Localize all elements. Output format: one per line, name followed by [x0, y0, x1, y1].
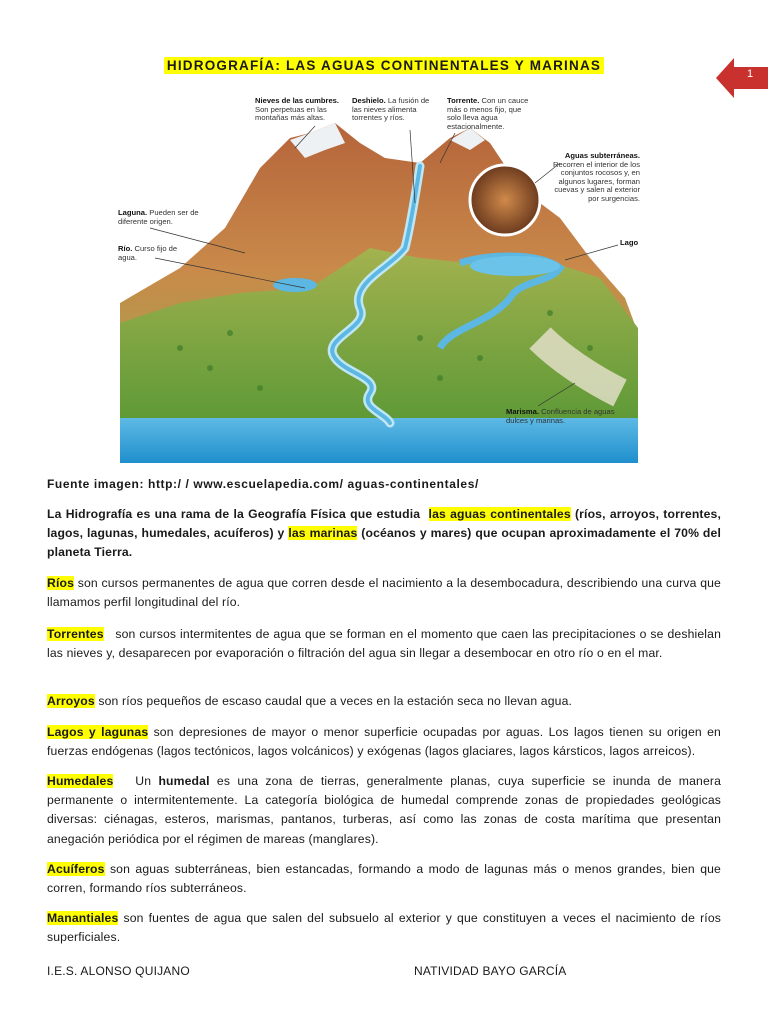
footer-author: NATIVIDAD BAYO GARCÍA: [414, 964, 567, 978]
image-source: Fuente imagen: http:/ / www.escuelapedia.com/ aguas-continentales/: [47, 477, 479, 491]
page-number: 1: [746, 68, 754, 80]
label-laguna: Laguna. Pueden ser de diferente origen.: [118, 208, 199, 226]
hydrography-illustration: [120, 88, 638, 463]
term-manantiales: Manantiales: [47, 911, 119, 925]
term-rios: Ríos: [47, 576, 75, 590]
label-aguas-subterraneas: Aguas subterráneas. Recorren el interior de los conjuntos rocosos y, en algunos lugares, forman cuevas y salen al exterior por surgencias.: [553, 151, 640, 203]
highlight-marinas: las marinas: [288, 526, 358, 541]
definition-manantiales: Manantiales son fuentes de agua que salen del subsuelo al exterior y que constituyen a veces el nacimiento de ríos superficiales.: [47, 911, 721, 945]
term-lagos: Lagos y lagunas: [47, 725, 149, 739]
intro-paragraph: La Hidrografía es una rama de la Geografía Física que estudia las aguas continentales (ríos, arroyos, torrentes, lagos, lagunas, humedales, acuíferos) y las marinas (océanos y mares) que ocupan aproximadamente el 70% del planeta Tierra.: [47, 507, 722, 560]
label-lago: Lago: [620, 238, 639, 247]
label-marisma: Marisma. Confluencia de aguas dulces y marinas.: [506, 407, 615, 425]
document-title: HIDROGRAFÍA: LAS AGUAS CONTINENTALES Y MARINAS: [0, 58, 768, 73]
definition-humedales: Humedales Un humedal es una zona de tierras, generalmente planas, cuya superficie se inunda de manera permanente o intermitentemente. La categoría biológica de humedal comprende zonas de propiedades geológicas diversas: ciénagas, esteros, marismas, pantanos, turberas, así como las zonas de costa marítima que presentan anegación periódica por el régimen de mareas (manglares).: [47, 774, 722, 846]
definition-acuiferos: Acuíferos son aguas subterráneas, bien estancadas, formando a modo de lagunas más o menos grandes, bien que corren, formando ríos subterráneos.: [47, 862, 721, 896]
term-acuiferos: Acuíferos: [47, 862, 105, 876]
term-arroyos: Arroyos: [47, 694, 95, 708]
term-torrentes: Torrentes: [47, 627, 104, 641]
label-deshielo: Deshielo. La fusión de las nieves alimenta torrentes y ríos.: [352, 96, 430, 123]
label-rio: Río. Curso fijo de agua.: [118, 244, 178, 262]
definition-torrentes: Torrentes son cursos intermitentes de agua que se forman en el momento que caen las precipitaciones o se deshielan las nieves y, desaparecen por evaporación o filtración del agua sin llegar a desembocar en otro río o en el mar.: [47, 627, 722, 661]
definition-rios: Ríos son cursos permanentes de agua que corren desde el nacimiento a la desembocadura, describiendo una curva que llamamos perfil longitudinal del río.: [47, 576, 721, 610]
highlight-aguas-continentales: las aguas continentales: [428, 507, 571, 521]
footer-school: I.E.S. ALONSO QUIJANO: [47, 964, 190, 978]
label-nieves: Nieves de las cumbres. Son perpetuas en las montañas más altas.: [255, 96, 339, 123]
term-humedales: Humedales: [47, 774, 114, 788]
definition-arroyos: Arroyos son ríos pequeños de escaso caudal que a veces en la estación seca no llevan agua.: [47, 694, 573, 708]
definition-lagos: Lagos y lagunas son depresiones de mayor o menor superficie ocupadas por aguas. Los lagos tienen su origen en fuerzas endógenas (lagos tectónicos, lagos volcánicos) y exógenas (lagos glaciares, lagos kársticos, lagos arreicos).: [47, 725, 721, 759]
label-torrente: Torrente. Con un cauce más o menos fijo, que solo lleva agua estacionalmente.: [447, 96, 529, 131]
